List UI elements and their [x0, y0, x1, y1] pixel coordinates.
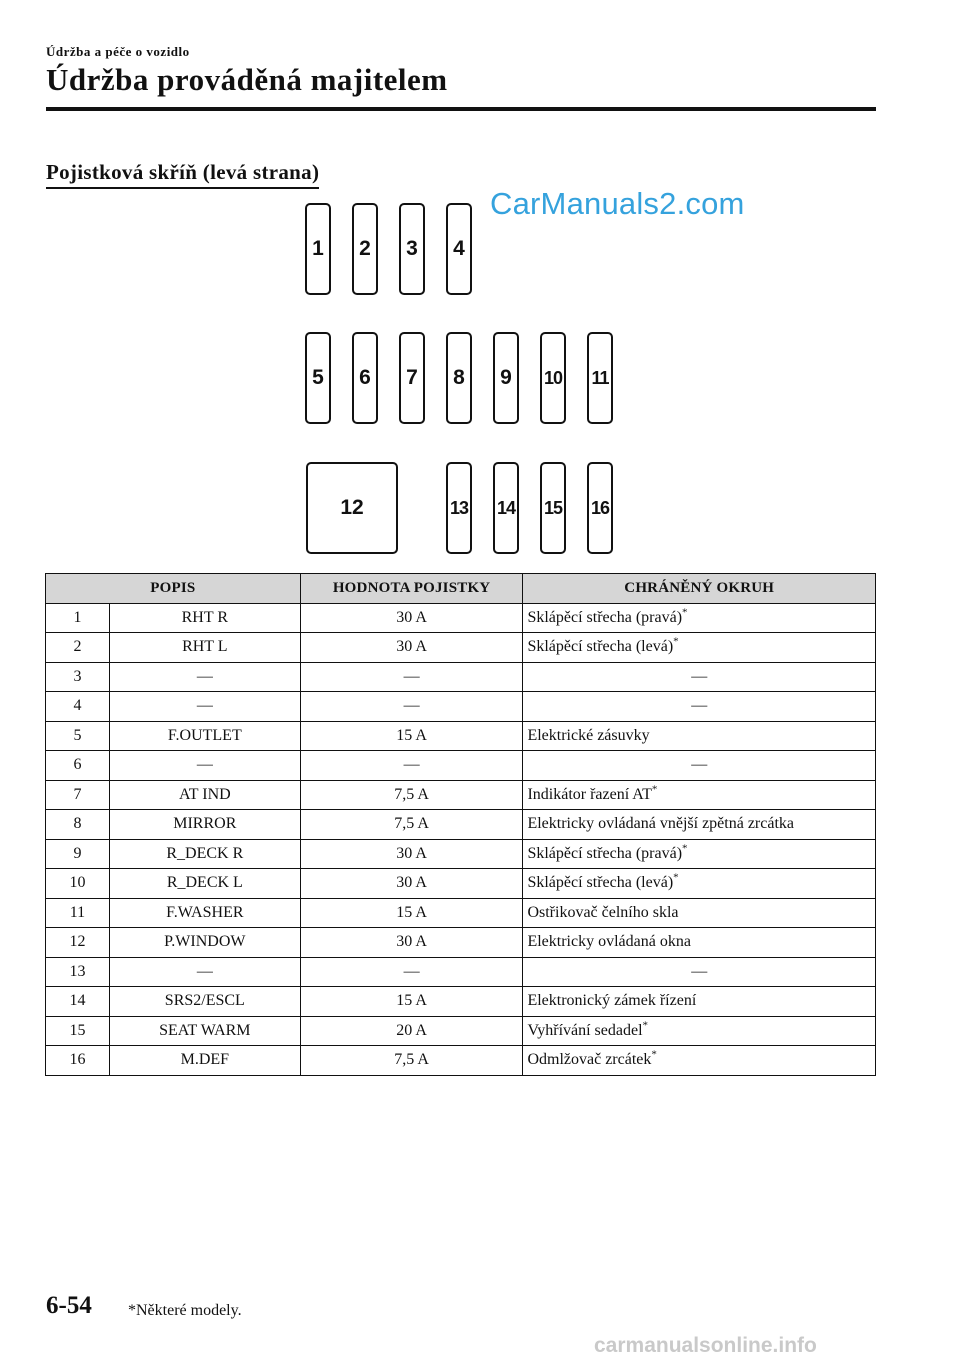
fuse-number-cell	[46, 692, 110, 722]
protected-circuit-cell-text: —	[691, 697, 708, 715]
table-row	[46, 633, 876, 663]
fuse-name-cell	[109, 751, 300, 781]
fuse-table	[45, 573, 876, 1076]
fuse-12: 12	[306, 462, 398, 554]
fuse-rating-cell-text: —	[403, 962, 420, 980]
fuse-10: 10	[540, 332, 566, 424]
protected-circuit-cell	[523, 810, 876, 840]
protected-circuit-cell	[523, 987, 876, 1017]
fuse-name-cell-text: F.WASHER	[166, 903, 244, 921]
fuse-number-cell-text: 16	[69, 1051, 86, 1069]
fuse-rating-cell	[300, 751, 523, 781]
fuse-number-cell	[46, 957, 110, 987]
header-popis: POPIS	[46, 574, 301, 604]
fuse-rating-cell	[300, 987, 523, 1017]
fuse-rating-cell-text: —	[403, 697, 420, 715]
table-row	[46, 721, 876, 751]
fuse-number-cell	[46, 839, 110, 869]
fuse-number-cell-text: 14	[69, 992, 86, 1010]
fuse-box-diagram	[300, 198, 630, 560]
table-row	[46, 869, 876, 899]
fuse-rating-cell	[300, 839, 523, 869]
fuse-number-cell	[46, 869, 110, 899]
fuse-15: 15	[540, 462, 566, 554]
footnote: *Některé modely.	[128, 1302, 242, 1319]
fuse-name-cell	[109, 633, 300, 663]
fuse-name-cell	[109, 692, 300, 722]
fuse-rating-cell-text: 30 A	[396, 874, 427, 892]
footnote-marker: *	[682, 842, 688, 855]
protected-circuit-cell-text: Elektricky ovládaná vnější zpětná zrcátka	[527, 815, 794, 833]
fuse-number-cell-text: 4	[73, 697, 82, 715]
fuse-rating-cell	[300, 957, 523, 987]
fuse-name-cell-text: R_DECK L	[166, 874, 243, 892]
fuse-rating-cell	[300, 603, 523, 633]
fuse-rating-cell	[300, 721, 523, 751]
table-row	[46, 1046, 876, 1076]
fuse-name-cell	[109, 603, 300, 633]
fuse-number-cell	[46, 928, 110, 958]
fuse-name-cell-text: —	[196, 962, 213, 980]
protected-circuit-cell-text: —	[691, 962, 708, 980]
protected-circuit-cell	[523, 1016, 876, 1046]
fuse-number-cell-text: 12	[69, 933, 86, 951]
fuse-name-cell	[109, 1016, 300, 1046]
fuse-name-cell-text: R_DECK R	[166, 844, 244, 862]
fuse-number-cell	[46, 603, 110, 633]
fuse-6: 6	[352, 332, 378, 424]
fuse-number-cell-text: 15	[69, 1021, 86, 1039]
fuse-number-cell	[46, 751, 110, 781]
table-row	[46, 928, 876, 958]
fuse-number-cell	[46, 1016, 110, 1046]
protected-circuit-cell	[523, 780, 876, 810]
fuse-name-cell-text: F.OUTLET	[167, 726, 242, 744]
fuse-13: 13	[446, 462, 472, 554]
fuse-number-cell-text: 7	[73, 785, 82, 803]
protected-circuit-cell-text: Sklápěcí střecha (levá)	[527, 638, 674, 656]
table-row	[46, 662, 876, 692]
protected-circuit-cell	[523, 1046, 876, 1076]
fuse-rating-cell-text: 15 A	[396, 992, 427, 1010]
protected-circuit-cell-text: Odmlžovač zrcátek	[527, 1051, 652, 1069]
fuse-number-cell-text: 3	[73, 667, 82, 685]
fuse-rating-cell-text: 30 A	[396, 933, 427, 951]
fuse-rating-cell	[300, 780, 523, 810]
fuse-rating-cell	[300, 810, 523, 840]
fuse-rating-cell-text: 15 A	[396, 726, 427, 744]
fuse-number-cell	[46, 898, 110, 928]
fuse-name-cell-text: SEAT WARM	[159, 1021, 251, 1039]
fuse-1: 1	[305, 203, 331, 295]
fuse-name-cell	[109, 987, 300, 1017]
fuse-name-cell	[109, 869, 300, 899]
protected-circuit-cell-text: Indikátor řazení AT	[527, 785, 652, 803]
protected-circuit-cell-text: Elektrické zásuvky	[527, 726, 650, 744]
table-header-row	[46, 574, 876, 604]
table-row	[46, 987, 876, 1017]
fuse-rating-cell	[300, 662, 523, 692]
protected-circuit-cell	[523, 869, 876, 899]
protected-circuit-cell-text: Elektricky ovládaná okna	[527, 933, 691, 951]
fuse-rating-cell-text: 30 A	[396, 638, 427, 656]
fuse-name-cell-text: M.DEF	[180, 1051, 230, 1069]
fuse-name-cell-text: SRS2/ESCL	[164, 992, 245, 1010]
breadcrumb: Údržba a péče o vozidlo	[46, 44, 190, 59]
fuse-number-cell-text: 9	[73, 844, 82, 862]
protected-circuit-cell-text: —	[691, 667, 708, 685]
fuse-rating-cell	[300, 1046, 523, 1076]
fuse-number-cell-text: 5	[73, 726, 82, 744]
fuse-rating-cell	[300, 1016, 523, 1046]
fuse-11: 11	[587, 332, 613, 424]
title-rule	[46, 107, 876, 111]
table-row	[46, 780, 876, 810]
header-hodnota: HODNOTA POJISTKY	[300, 574, 523, 604]
fuse-number-cell	[46, 1046, 110, 1076]
footnote-marker: *	[651, 783, 658, 796]
fuse-4: 4	[446, 203, 472, 295]
protected-circuit-cell	[523, 839, 876, 869]
fuse-name-cell	[109, 957, 300, 987]
table-row	[46, 603, 876, 633]
table-row	[46, 957, 876, 987]
footnote-marker: *	[682, 606, 688, 619]
protected-circuit-cell-text: Vyhřívání sedadel	[527, 1021, 643, 1039]
protected-circuit-cell	[523, 633, 876, 663]
fuse-number-cell	[46, 721, 110, 751]
protected-circuit-cell	[523, 662, 876, 692]
page-number: 6-54	[46, 1292, 92, 1319]
fuse-rating-cell	[300, 692, 523, 722]
fuse-number-cell-text: 2	[73, 638, 82, 656]
fuse-3: 3	[399, 203, 425, 295]
fuse-name-cell	[109, 810, 300, 840]
header-okruh: CHRÁNĚNÝ OKRUH	[523, 574, 876, 604]
fuse-name-cell	[109, 1046, 300, 1076]
fuse-name-cell-text: RHT L	[182, 638, 228, 656]
protected-circuit-cell-text: Sklápěcí střecha (pravá)	[527, 608, 683, 626]
protected-circuit-cell-text: Ostřikovač čelního skla	[527, 903, 679, 921]
fuse-number-cell-text: 13	[69, 962, 86, 980]
fuse-name-cell-text: —	[196, 756, 213, 774]
protected-circuit-cell	[523, 603, 876, 633]
fuse-number-cell	[46, 662, 110, 692]
fuse-number-cell-text: 10	[69, 874, 86, 892]
fuse-rating-cell-text: 7,5 A	[394, 815, 429, 833]
fuse-rating-cell-text: 30 A	[396, 608, 427, 626]
fuse-name-cell-text: —	[196, 697, 213, 715]
fuse-name-cell	[109, 839, 300, 869]
fuse-8: 8	[446, 332, 472, 424]
fuse-name-cell-text: —	[196, 667, 213, 685]
fuse-9: 9	[493, 332, 519, 424]
table-row	[46, 839, 876, 869]
fuse-name-cell-text: AT IND	[178, 785, 231, 803]
fuse-rating-cell-text: —	[403, 756, 420, 774]
fuse-16: 16	[587, 462, 613, 554]
fuse-rating-cell	[300, 869, 523, 899]
protected-circuit-cell-text: —	[691, 756, 708, 774]
protected-circuit-cell	[523, 751, 876, 781]
footnote-marker: *	[651, 1048, 657, 1061]
fuse-name-cell	[109, 780, 300, 810]
table-row	[46, 898, 876, 928]
fuse-number-cell-text: 8	[73, 815, 82, 833]
fuse-name-cell	[109, 662, 300, 692]
fuse-7: 7	[399, 332, 425, 424]
fuse-rating-cell	[300, 898, 523, 928]
fuse-5: 5	[305, 332, 331, 424]
fuse-name-cell-text: P.WINDOW	[164, 933, 246, 951]
section-heading: Pojistková skříň (levá strana)	[46, 160, 319, 189]
watermark-bottom: carmanualsonline.info	[594, 1334, 817, 1357]
watermark-top: CarManuals2.com	[490, 186, 745, 221]
protected-circuit-cell	[523, 957, 876, 987]
protected-circuit-cell	[523, 898, 876, 928]
table-row	[46, 692, 876, 722]
fuse-name-cell	[109, 898, 300, 928]
table-row	[46, 1016, 876, 1046]
protected-circuit-cell	[523, 721, 876, 751]
fuse-rating-cell-text: 7,5 A	[394, 1051, 429, 1069]
footnote-marker: *	[673, 871, 679, 884]
protected-circuit-cell-text: Sklápěcí střecha (pravá)	[527, 844, 683, 862]
fuse-number-cell	[46, 987, 110, 1017]
fuse-2: 2	[352, 203, 378, 295]
fuse-number-cell-text: 1	[73, 608, 82, 626]
fuse-rating-cell	[300, 928, 523, 958]
footnote-marker: *	[642, 1019, 649, 1032]
fuse-name-cell-text: MIRROR	[173, 815, 237, 833]
fuse-14: 14	[493, 462, 519, 554]
fuse-rating-cell-text: —	[403, 667, 420, 685]
protected-circuit-cell	[523, 928, 876, 958]
fuse-rating-cell-text: 15 A	[396, 903, 427, 921]
footnote-marker: *	[673, 635, 679, 648]
fuse-rating-cell-text: 30 A	[396, 844, 427, 862]
fuse-number-cell	[46, 780, 110, 810]
fuse-number-cell-text: 11	[69, 903, 86, 921]
fuse-name-cell-text: RHT R	[181, 608, 229, 626]
protected-circuit-cell-text: Sklápěcí střecha (levá)	[527, 874, 674, 892]
page-title: Údržba prováděná majitelem	[46, 62, 448, 97]
fuse-name-cell	[109, 928, 300, 958]
protected-circuit-cell	[523, 692, 876, 722]
fuse-number-cell	[46, 633, 110, 663]
table-row	[46, 751, 876, 781]
fuse-number-cell-text: 6	[73, 756, 82, 774]
fuse-name-cell	[109, 721, 300, 751]
fuse-rating-cell	[300, 633, 523, 663]
table-row	[46, 810, 876, 840]
protected-circuit-cell-text: Elektronický zámek řízení	[527, 992, 697, 1010]
fuse-number-cell	[46, 810, 110, 840]
fuse-rating-cell-text: 7,5 A	[394, 785, 429, 803]
fuse-rating-cell-text: 20 A	[396, 1021, 427, 1039]
